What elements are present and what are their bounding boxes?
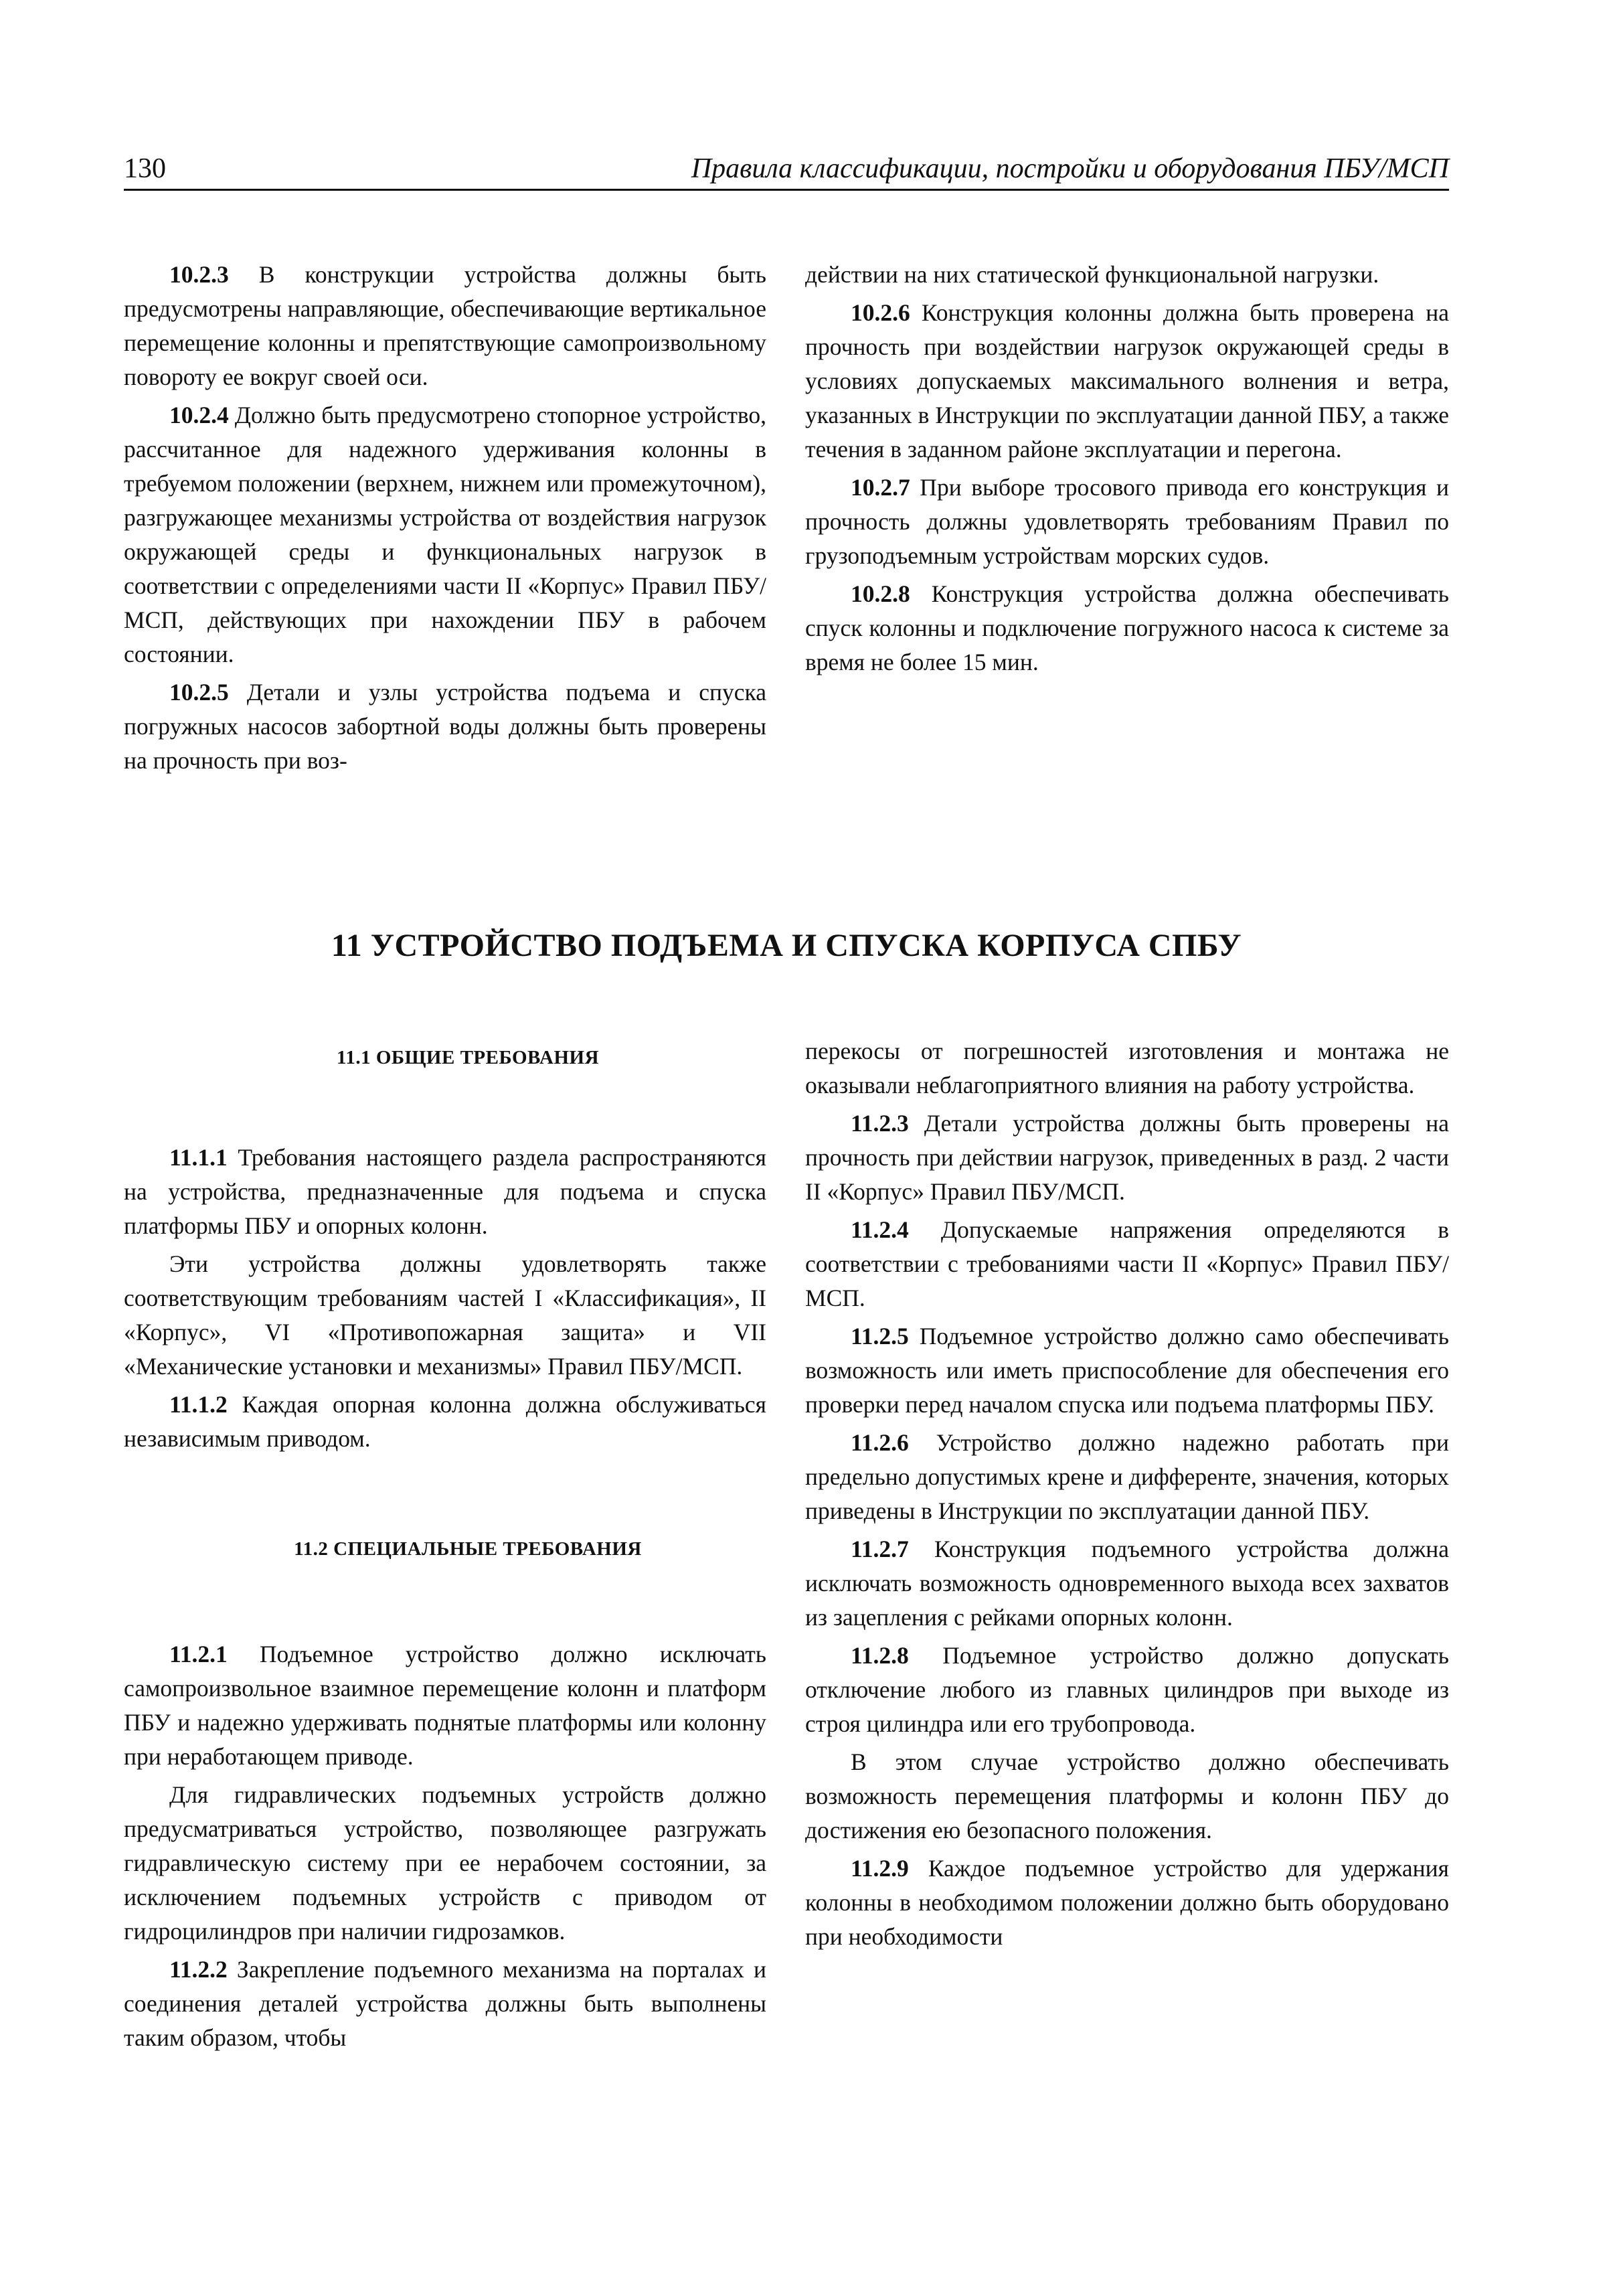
paragraph-text: Каждая опорная колонна должна обслуживаться независимым приводом.: [124, 1391, 766, 1452]
paragraph-text: Эти устройства должны удовлетворять также соответствующим требованиям частей I «Классификация», II «Корпус», VI «Противопожарная защита» и VII «Механические установки и механизмы» Правил ПБУ/МСП.: [124, 1250, 766, 1380]
paragraph-text: Должно быть предусмотрено стопорное устройство, рассчитанное для надежного удерживания колонны в требуемом положении (верхнем, нижнем или промежуточном), разгружающее механизмы устройства от воздействия нагрузок окружающей среды и функциональных нагрузок в соответствии с определениями части II «Корпус» Правил ПБУ/МСП, действующих при нахождении ПБУ в рабочем состоянии.: [124, 402, 766, 667]
page-number: 130: [124, 153, 166, 184]
paragraph-text: Детали устройства должны быть проверены на прочность при действии нагрузок, приведенных в разд. 2 части II «Корпус» Правил ПБУ/МСП.: [805, 1110, 1449, 1205]
top-right-column: [805, 258, 1449, 683]
paragraph-10-2-4: [124, 398, 766, 671]
paragraph-text: Устройство должно надежно работать при предельно допустимых крене и дифференте, значения, которых приведены в Инструкции по эксплуатации данной ПБУ.: [805, 1429, 1449, 1524]
paragraph-text: действии на них статической функциональной нагрузки.: [805, 261, 1379, 288]
paragraph-text: Конструкция колонны должна быть проверена на прочность при воздействии нагрузок окружающей среды в условиях допускаемых максимального волнения и ветра, указанных в Инструкции по эксплуатации данной ПБУ, а также течения в заданном районе эксплуатации и перегона.: [805, 299, 1449, 463]
paragraph-11-2-6: [805, 1426, 1449, 1528]
bottom-right-column: [805, 1034, 1449, 1958]
paragraph-11-2-1: [124, 1637, 766, 1774]
clause-number: 11.2.5: [851, 1323, 909, 1349]
clause-number: 11.2.2: [169, 1956, 228, 1983]
paragraph-text: Конструкция устройства должна обеспечивать спуск колонны и подключение погружного насоса к системе за время не более 15 мин.: [805, 580, 1449, 675]
clause-number: 10.2.7: [851, 474, 910, 501]
subsection-heading-11-2: 11.2 СПЕЦИАЛЬНЫЕ ТРЕБОВАНИЯ: [294, 1538, 642, 1560]
paragraph-text: Для гидравлических подъемных устройств должно предусматриваться устройство, позволяющее разгружать гидравлическую систему при ее нерабочем состоянии, за исключением подъемных устройств с приводом от гидроцилиндров при наличии гидрозамков.: [124, 1781, 766, 1945]
clause-number: 11.1.1: [169, 1144, 228, 1171]
paragraph-text: Требования настоящего раздела распространяются на устройства, предназначенные для подъема и спуска платформы ПБУ и опорных колонн.: [124, 1144, 766, 1239]
bottom-left-column: [124, 1034, 766, 2059]
paragraph-text: При выборе тросового привода его конструкция и прочность должны удовлетворять требованиям Правил по грузоподъемным устройствам морских судов.: [805, 474, 1449, 569]
paragraph-text: В конструкции устройства должны быть предусмотрены направляющие, обеспечивающие вертикальное перемещение колонны и препятствующие самопроизвольному повороту ее вокруг своей оси.: [124, 261, 766, 390]
paragraph-text: Детали и узлы устройства подъема и спуска погружных насосов забортной воды должны быть проверены на прочность при воз-: [124, 679, 766, 774]
paragraph-text: перекосы от погрешностей изготовления и монтажа не оказывали неблагоприятного влияния на работу устройства.: [805, 1038, 1449, 1098]
paragraph-11-2-5: [805, 1319, 1449, 1422]
paragraph-11-2-8-b: [805, 1745, 1449, 1848]
paragraph-11-2-7: [805, 1532, 1449, 1635]
paragraph-text: В этом случае устройство должно обеспечивать возможность перемещения платформы и колонн ПБУ до достижения ею безопасного положения.: [805, 1748, 1449, 1843]
paragraph-11-1-1: [124, 1141, 766, 1243]
running-title: Правила классификации, постройки и оборудования ПБУ/МСП: [691, 153, 1449, 184]
clause-number: 10.2.5: [169, 679, 229, 706]
paragraph-10-2-3: [124, 258, 766, 394]
paragraph-10-2-7: [805, 471, 1449, 573]
paragraph-11-1-2: [124, 1388, 766, 1456]
clause-number: 11.2.6: [851, 1429, 909, 1456]
section-title: 11 УСТРОЙСТВО ПОДЪЕМА И СПУСКА КОРПУСА СПБУ: [331, 928, 1242, 963]
paragraph-11-1-1-b: [124, 1247, 766, 1384]
paragraph-10-2-5: [124, 675, 766, 778]
clause-number: 11.2.4: [851, 1216, 909, 1243]
paragraph-11-2-9: [805, 1852, 1449, 1954]
paragraph-text: Конструкция подъемного устройства должна исключать возможность одновременного выхода всех захватов из зацепления с рейками опорных колонн.: [805, 1536, 1449, 1631]
paragraph-text: Каждое подъемное устройство для удержания колонны в необходимом положении должно быть оборудовано при необходимости: [805, 1855, 1449, 1950]
paragraph-text: Допускаемые напряжения определяются в соответствии с требованиями части II «Корпус» Правил ПБУ/МСП.: [805, 1216, 1449, 1311]
clause-number: 11.1.2: [169, 1391, 228, 1418]
clause-number: 11.2.8: [851, 1642, 909, 1669]
clause-number: 10.2.4: [169, 402, 229, 428]
page-header: [124, 149, 1449, 191]
paragraph-text: Подъемное устройство должно исключать самопроизвольное взаимное перемещение колонн и платформ ПБУ и надежно удерживать поднятые платформы или колонну при неработающем приводе.: [124, 1641, 766, 1770]
paragraph-text: Подъемное устройство должно само обеспечивать возможность или иметь приспособление для обеспечения его проверки перед началом спуска или подъема платформы ПБУ.: [805, 1323, 1449, 1418]
paragraph-text: Подъемное устройство должно допускать отключение любого из главных цилиндров при выходе из строя цилиндра или его трубопровода.: [805, 1642, 1449, 1737]
paragraph-11-2-8: [805, 1639, 1449, 1741]
clause-number: 11.2.9: [851, 1855, 909, 1882]
clause-number: 11.2.7: [851, 1536, 909, 1562]
paragraph-11-2-1-b: [124, 1778, 766, 1949]
paragraph-11-2-2: [124, 1953, 766, 2055]
subsection-heading-11-1: 11.1 ОБЩИЕ ТРЕБОВАНИЯ: [336, 1047, 600, 1068]
paragraph-10-2-8: [805, 577, 1449, 679]
clause-number: 10.2.8: [851, 580, 910, 607]
clause-number: 11.2.3: [851, 1110, 909, 1137]
paragraph-text: Закрепление подъемного механизма на порталах и соединения деталей устройства должны быть выполнены таким образом, чтобы: [124, 1956, 766, 2051]
clause-number: 11.2.1: [169, 1641, 228, 1667]
clause-number: 10.2.3: [169, 261, 229, 288]
paragraph-11-2-3: [805, 1106, 1449, 1209]
paragraph-11-2-4: [805, 1213, 1449, 1315]
paragraph-continuation: [805, 1034, 1449, 1102]
top-left-column: [124, 258, 766, 782]
paragraph-10-2-6: [805, 296, 1449, 467]
paragraph-continuation: [805, 258, 1449, 292]
clause-number: 10.2.6: [851, 299, 910, 326]
